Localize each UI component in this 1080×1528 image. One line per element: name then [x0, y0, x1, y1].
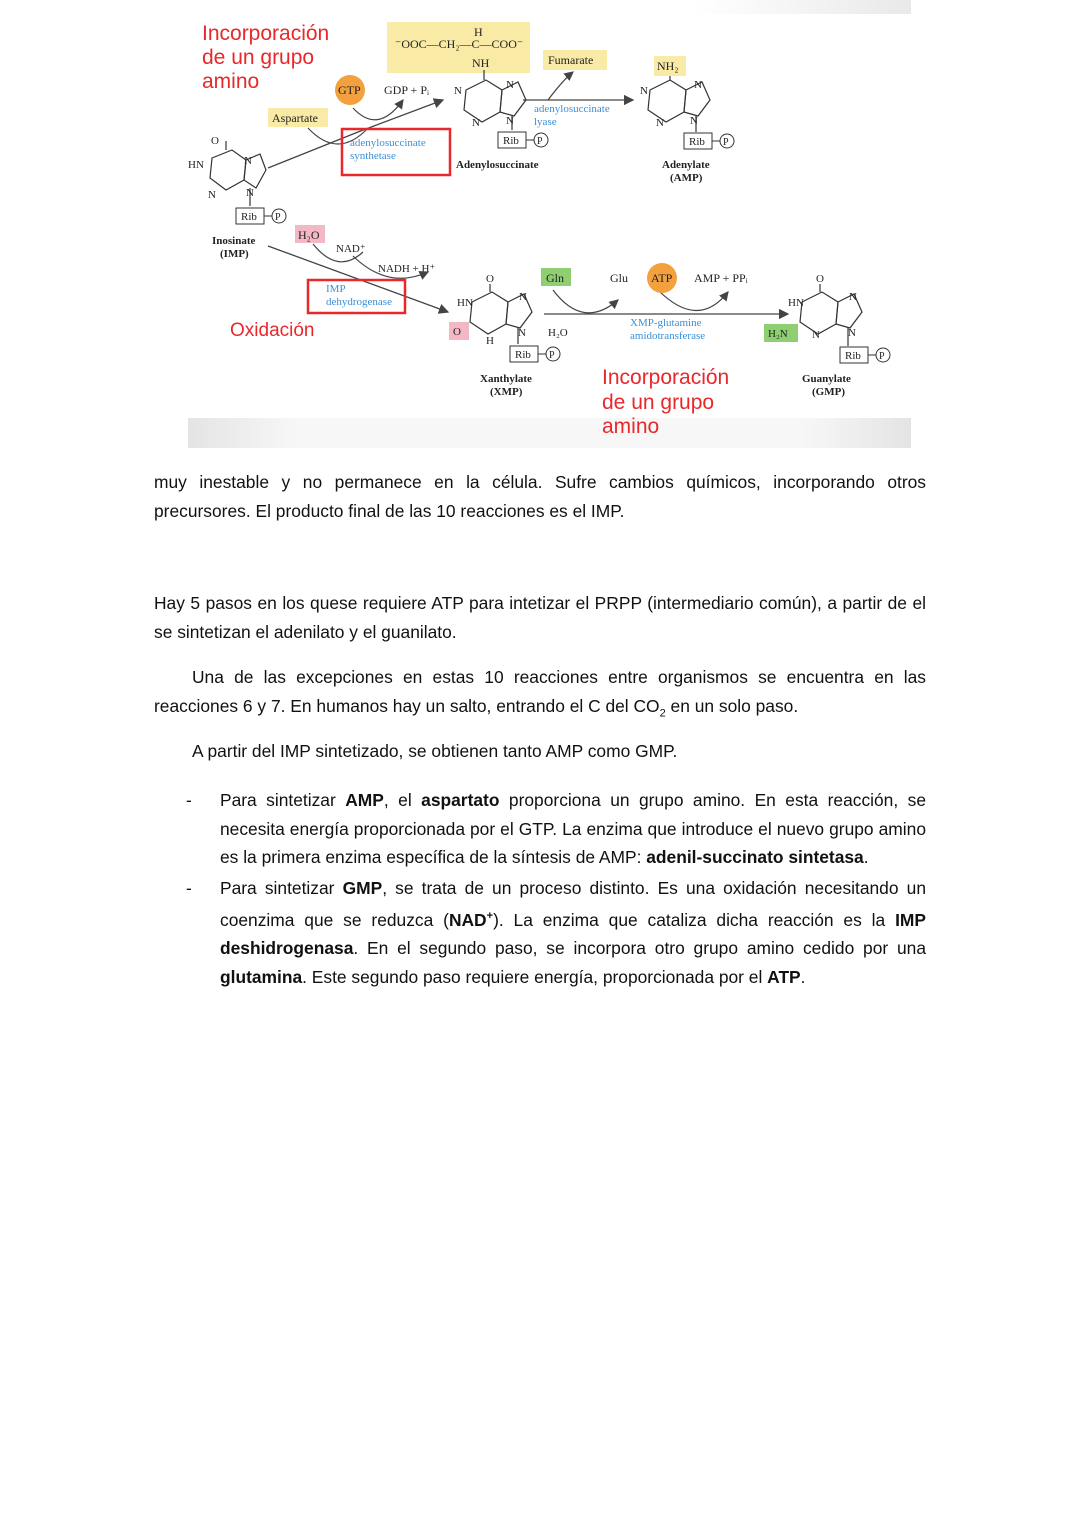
synthetase-label-2: synthetase [350, 150, 396, 162]
paragraph-1 [154, 468, 926, 525]
paragraph-3 [154, 663, 926, 727]
gln-curve [553, 290, 618, 313]
annotation-oxidation: Oxidación [230, 320, 315, 341]
bullet-2-text-6: . [800, 966, 806, 987]
bullet-2-gmp: GMP [342, 877, 383, 898]
ado-n2: N [506, 79, 514, 91]
paragraph-2-text: Hay 5 pasos en los quese requiere ATP para intetizar el PRPP (intermediario común), a partir de el se sintetizan el adenilato y el guanilato. [154, 593, 926, 642]
paragraph-4-text: A partir del IMP sintetizado, se obtienen tanto AMP como GMP. [192, 741, 678, 761]
annotation-amino-bottom-3: amino [602, 415, 660, 438]
guanylate-label-2: (GMP) [812, 386, 845, 398]
nad-label: NAD⁺ [336, 243, 366, 255]
gtp-curve [353, 100, 403, 120]
xmp-rib: Rib [515, 349, 531, 361]
bullet-1-amp: AMP [345, 790, 384, 810]
bullet-1-text-3: proporciona un grupo amino. En esta reacción, se necesita energía proporcionada por el GTP. La enzima que introduce el nuevo grupo amino es la primera enzima específica de la síntesis de AMP: [220, 790, 927, 867]
imp-to-ado-arrow-1 [268, 132, 358, 168]
amp-ppi-label: AMP + PPᵢ [694, 271, 748, 285]
paragraph-1-text: muy inestable y no permanece en la célula. Sufre cambios químicos, incorporando otros precursores. El producto final de las 10 reacciones es el IMP. [154, 472, 926, 521]
amp-n3: N [656, 117, 664, 129]
paragraph-3-part-a: Una de las excepciones en estas 10 reacciones entre organismos se encuentra en las reacciones 6 y 7. En humanos hay un salto, entrando el C del CO [154, 667, 926, 716]
imp-p: P [275, 212, 281, 223]
paragraph-2 [154, 589, 926, 646]
inosinate-label-1: Inosinate [212, 235, 256, 247]
bullet-2-text-3: ). La enzima que cataliza dicha reacción es la [493, 909, 896, 930]
xmp-n1: N [519, 291, 527, 303]
adenylate-label-1: Adenylate [662, 159, 710, 171]
bullet-1-text-1: Para sintetizar [220, 790, 346, 810]
adenylosuccinate-label: Adenylosuccinate [456, 159, 539, 171]
amidotransferase-label-2: amidotransferase [630, 330, 706, 342]
gtp-label: GTP [338, 83, 361, 97]
gdp-pi-label: GDP + Pᵢ [384, 83, 429, 97]
xmp-o-top: O [486, 273, 494, 285]
nadh-label: NADH + H⁺ [378, 263, 436, 275]
bullet-2-text-1: Para sintetizar [220, 877, 343, 898]
imp-o: O [211, 135, 219, 147]
lyase-label-2: lyase [534, 116, 557, 128]
amp-n4: N [690, 115, 698, 127]
bullet-2-atp: ATP [767, 966, 801, 987]
paragraph-3-part-b: en un solo paso. [665, 695, 799, 716]
aspartate-nh: NH [472, 56, 490, 70]
ado-p: P [537, 136, 543, 147]
aspartate-label: Aspartate [272, 111, 318, 125]
gmp-hn: HN [788, 297, 804, 309]
h2o-top-label: H₂O [298, 228, 320, 242]
amidotransferase-label-1: XMP-glutamine [630, 317, 702, 329]
bullet-dash-1: - [186, 790, 192, 810]
imp-hn: HN [188, 159, 204, 171]
inosinate-label-2: (IMP) [220, 248, 249, 260]
bullet-1-aspartato: aspartato [421, 790, 500, 810]
fumarate-label: Fumarate [548, 53, 594, 67]
adenylate-label-2: (AMP) [670, 172, 703, 184]
gmp-h2n: H₂N [768, 328, 788, 340]
aspartate-formula: ⁻OOC—CH₂—C—COO⁻ [395, 37, 524, 51]
annotation-amino-top-3: amino [202, 70, 260, 93]
gmp-n2: N [812, 329, 820, 341]
atp-curve [658, 290, 728, 311]
bullet-1-text-4: . [863, 847, 869, 867]
guanylate-label-1: Guanylate [802, 373, 851, 385]
amp-n2: N [694, 79, 702, 91]
ado-n3: N [472, 117, 480, 129]
annotation-amino-bottom-1: Incorporación [602, 366, 730, 389]
paragraph-4 [154, 737, 926, 766]
gln-label: Gln [546, 271, 564, 285]
gmp-rib: Rib [845, 350, 861, 362]
ado-n1: N [454, 85, 462, 97]
xmp-p: P [549, 350, 555, 361]
xmp-n2: N [518, 327, 526, 339]
xmp-o: O [453, 326, 461, 338]
dehydrogenase-label-1: IMP [326, 283, 346, 295]
nh2-label: NH₂ [657, 59, 679, 73]
xanthylate-label-2: (XMP) [490, 386, 523, 398]
amp-n1: N [640, 85, 648, 97]
bullet-list [154, 786, 926, 993]
lyase-label-1: adenylosuccinate [534, 103, 610, 115]
bullet-2-nad [449, 910, 493, 930]
fumarate-curve [548, 72, 573, 100]
bullet-2-text-5: . Este segundo paso requiere energía, proporcionada por el [302, 966, 768, 987]
amp-rib: Rib [689, 136, 705, 148]
pathway-figure [188, 0, 911, 448]
synthetase-label-1: adenylosuccinate [350, 137, 426, 149]
bullet-2-nad-text: NAD [448, 909, 487, 930]
pathway-diagram [188, 0, 911, 448]
ado-n4: N [506, 115, 514, 127]
imp-structure [210, 141, 266, 206]
bullet-2-nad-sup: + [486, 910, 494, 922]
h2o-bottom-label: H₂O [548, 327, 568, 339]
gmp-n1: N [849, 291, 857, 303]
top-shade [188, 0, 911, 14]
imp-n3: N [246, 187, 254, 199]
bullet-2-text-2: , se trata de un proceso distinto. Es una oxidación necesitando un coenzima que se reduzca ( [220, 877, 926, 930]
annotation-amino-top-2: de un grupo [202, 46, 315, 69]
atp-label: ATP [651, 271, 673, 285]
glu-label: Glu [610, 271, 628, 285]
imp-to-ado-arrow-2 [358, 100, 443, 132]
aspartate-h: H [474, 25, 483, 39]
dehydrogenase-label-2: dehydrogenase [326, 296, 392, 308]
gmp-o: O [816, 273, 824, 285]
bullet-gmp [154, 874, 926, 992]
bullet-2-glutamina: glutamina [220, 966, 303, 987]
bullet-dash-2: - [186, 877, 192, 898]
bullet-1-enzyme: adenil-succinato sintetasa [646, 847, 864, 867]
gmp-p: P [879, 351, 885, 362]
bullet-amp [154, 786, 926, 872]
bottom-shade [188, 418, 911, 448]
imp-rib: Rib [241, 211, 257, 223]
amp-p: P [723, 137, 729, 148]
annotation-amino-top-1: Incorporación [202, 22, 330, 45]
bullet-2-enzyme: IMP deshidrogenasa [220, 909, 926, 959]
ado-rib: Rib [503, 135, 519, 147]
bullet-1-text-2: , el [383, 790, 422, 810]
co2-subscript: 2 [659, 706, 666, 719]
imp-n2: N [208, 189, 216, 201]
imp-n1: N [244, 155, 252, 167]
xanthylate-label-1: Xanthylate [480, 373, 532, 385]
paragraph-3-text [154, 663, 926, 727]
xmp-hn: HN [457, 297, 473, 309]
gmp-n3: N [848, 327, 856, 339]
xmp-h: H [486, 335, 494, 347]
annotation-amino-bottom-2: de un grupo [602, 391, 715, 414]
bullet-2-text-4: . En el segundo paso, se incorpora otro grupo amino cedido por una [353, 938, 926, 959]
